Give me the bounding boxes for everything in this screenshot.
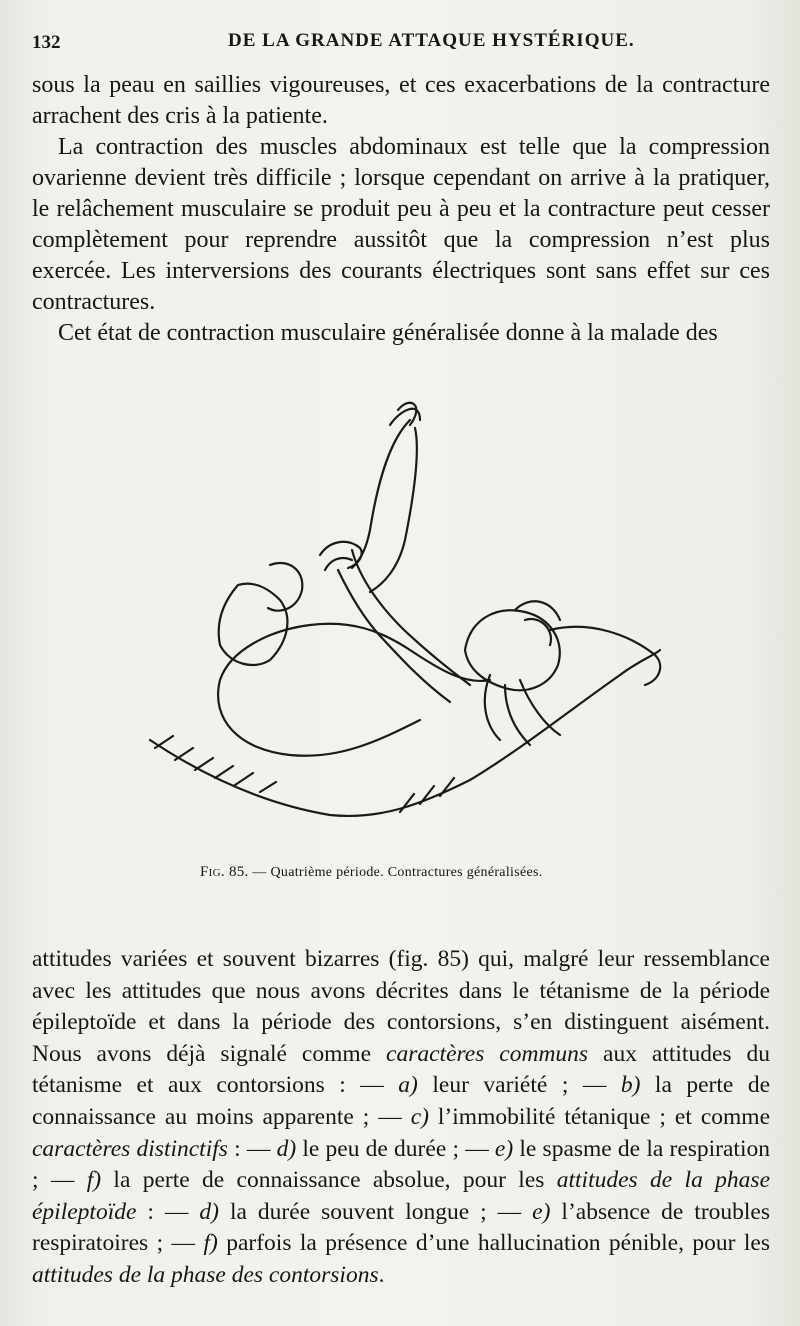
paragraph-continuation: sous la peau en saillies vigoureuses, et ces exacerbations de la contracture arrachent des cris à la patiente. [32, 72, 770, 129]
figure-label: Fig. 85. [200, 864, 249, 880]
pillow [550, 627, 660, 685]
italic-segment: e) [494, 1135, 514, 1162]
italic-segment: e) [532, 1198, 551, 1225]
italic-segment: attitudes de la phase épileptoïde [32, 1167, 771, 1225]
text-segment: attitudes variées et souvent bizarres (fig. 85) qui, malgré leur ressemblance avec les attitudes que nous avons décrites dans le tétanisme de la période épileptoïde et dans la période des contorsions, s’en distinguent aisément. Nous avons déjà signalé comme [32, 946, 770, 1067]
knee [268, 563, 302, 611]
head [465, 610, 560, 690]
text-segment: la perte de connaissance absolue, pour les [101, 1167, 557, 1194]
italic-segment: caractères distinctifs [32, 1135, 228, 1162]
italic-segment: a) [398, 1072, 418, 1099]
text-segment: l’absence de troubles respiratoires ; — [32, 1198, 770, 1257]
figure-caption [200, 864, 630, 881]
text-segment: l’immobilité tétanique ; et comme [428, 1103, 770, 1130]
raised-leg [352, 420, 417, 592]
italic-segment: b) [620, 1072, 641, 1099]
bed-hatching [155, 736, 454, 812]
running-title: DE LA GRANDE ATTAQUE HYSTÉRIQUE. [228, 30, 635, 51]
figure-illustration [120, 380, 700, 850]
paragraph-attitudes [32, 944, 770, 1292]
foot [390, 403, 420, 425]
text-segment: leur variété ; — [417, 1072, 621, 1099]
text-segment: aux attitudes du tétanisme et aux contorsions : — [32, 1040, 770, 1099]
italic-segment: c) [410, 1103, 429, 1130]
italic-segment: d) [276, 1135, 297, 1162]
bottom-text-block [32, 944, 770, 1292]
torso [218, 624, 490, 756]
hair [485, 601, 560, 745]
text-segment: le peu de durée ; — [296, 1135, 495, 1162]
top-text-block [32, 70, 770, 349]
text-segment: : — [227, 1135, 277, 1162]
italic-segment: f) [86, 1167, 102, 1194]
text-segment: la perte de connaissance au moins apparente ; — [32, 1072, 771, 1130]
figure-caption-text: — Quatrième période. Contractures généralisées. [252, 865, 543, 880]
paragraph-abdominal-contraction: La contraction des muscles abdominaux est telle que la compression ovarienne devient très difficile ; lorsque cependant on arrive à la pratiquer, le relâchement musculaire se produit peu à peu et la contracture peut cesser complètement pour reprendre aussitôt que la compression n’est plus exercée. Les interversions des courants électriques sont sans effet sur ces contractures. [32, 134, 770, 315]
bed-outline [150, 650, 660, 816]
italic-segment: f) [203, 1230, 218, 1257]
italic-segment: attitudes de la phase des contorsions [32, 1261, 379, 1288]
text-segment: . [378, 1261, 385, 1288]
text-segment: : — [136, 1198, 200, 1225]
italic-segment: caractères communs [386, 1040, 589, 1067]
text-segment: parfois la présence d’une hallucination pénible, pour les [217, 1230, 770, 1257]
text-segment: la durée souvent longue ; — [219, 1198, 533, 1225]
page-header [32, 28, 772, 58]
paragraph-contraction-state: Cet état de contraction musculaire généralisée donne à la malade des [58, 320, 718, 346]
page-number: 132 [32, 32, 61, 53]
text-segment: le spasme de la respiration ; — [32, 1135, 770, 1194]
italic-segment: d) [199, 1198, 219, 1225]
bent-leg [219, 584, 288, 665]
